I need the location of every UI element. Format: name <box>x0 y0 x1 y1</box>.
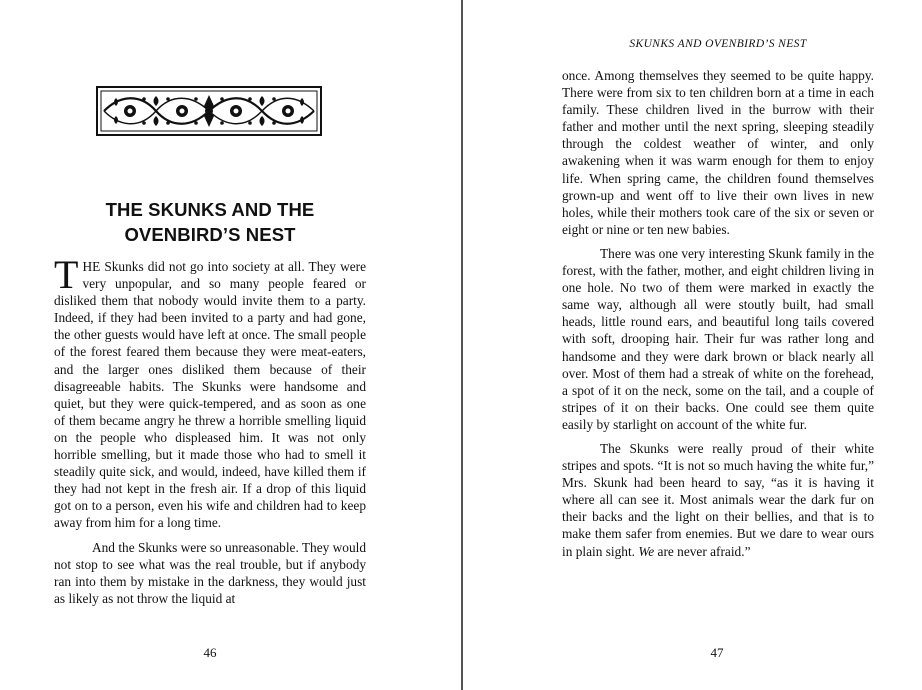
paragraph <box>54 252 366 532</box>
book-gutter <box>461 0 463 690</box>
paragraph: There was one very interesting Skunk family in the forest, with the father, mother, and eight children living in one hole. No two of them were marked in exactly the same way, although all were stoutly built, had small heads, little round ears, and beautiful long tails covered with soft, drooping hair. Their fur was rather long and handsome and they were dark brown or black nearly all over. Most of them had a streak of white on the forehead, a spot of it on the neck, some on the tail, and a couple of stripes of it on their backs. One could see them quite easily by starlight on account of the white fur. <box>562 245 874 432</box>
right-body-text <box>562 67 874 560</box>
chapter-title-line-2: OVENBIRD’S NEST <box>124 224 296 245</box>
paragraph-text: The Skunks were really proud of their white stripes and spots. “It is not so much having the white fur,” Mrs. Skunk had been heard to say, “as it is having it where all can see it. Most animals wear the dark fur on their backs and the light on their bellies, and that is to make them safer from enemies. But we dare to wear ours in plain sight. <box>562 440 874 559</box>
left-body-text <box>54 252 366 607</box>
floral-ornament-icon <box>96 86 322 136</box>
paragraph-text: HE Skunks did not go into society at all. They were very unpopular, and so many people feared or disliked them that nobody would invite them to a party. Indeed, if they had been invited to a party and had gone, the other guests would have left at once. The small people of the forest feared them because they were meat-eaters, and the larger ones disliked them because of their disagreeable habits. The Skunks were handsome and quiet, but they were quick-tempered, and as soon as one of them became angry he threw a horrible smelling liquid on the people who displeased him. It was not only horrible smelling, but it made those who had to smell it steadily quite sick, and would, indeed, have killed them if they had not kept in the fresh air. If a drop of this liquid got on to a person, even his wife and children had to keep away from him for a long time. <box>54 259 366 531</box>
paragraph-text: are never afraid.” <box>654 543 751 559</box>
paragraph: And the Skunks were so unreasonable. They would not stop to see what was the real trouble, but if anybody ran into them by mistake in the darkness, they would just as likely as not throw the liquid at <box>54 539 366 606</box>
page-number: 47 <box>710 645 724 660</box>
page-number: 46 <box>203 645 217 660</box>
paragraph <box>562 440 874 560</box>
drop-cap: T <box>54 252 79 297</box>
emphasis-text: We <box>638 543 655 559</box>
chapter-title <box>54 197 366 247</box>
paragraph: once. Among themselves they seemed to be quite happy. There were from six to ten children born at a time in each family. These children lived in the burrow with their father and mother until the next spring, sleeping steadily through the coldest weather of winter, and only awakening when it was warm enough for them to enjoy life. When spring came, the children found themselves grown-up and went off to live their own lives in new holes, while their mothers took care of the six or seven or eight or nine or ten new babies. <box>562 68 874 237</box>
running-head: SKUNKS AND OVENBIRD’S NEST <box>629 38 807 50</box>
chapter-title-line-1: THE SKUNKS AND THE <box>105 199 315 220</box>
